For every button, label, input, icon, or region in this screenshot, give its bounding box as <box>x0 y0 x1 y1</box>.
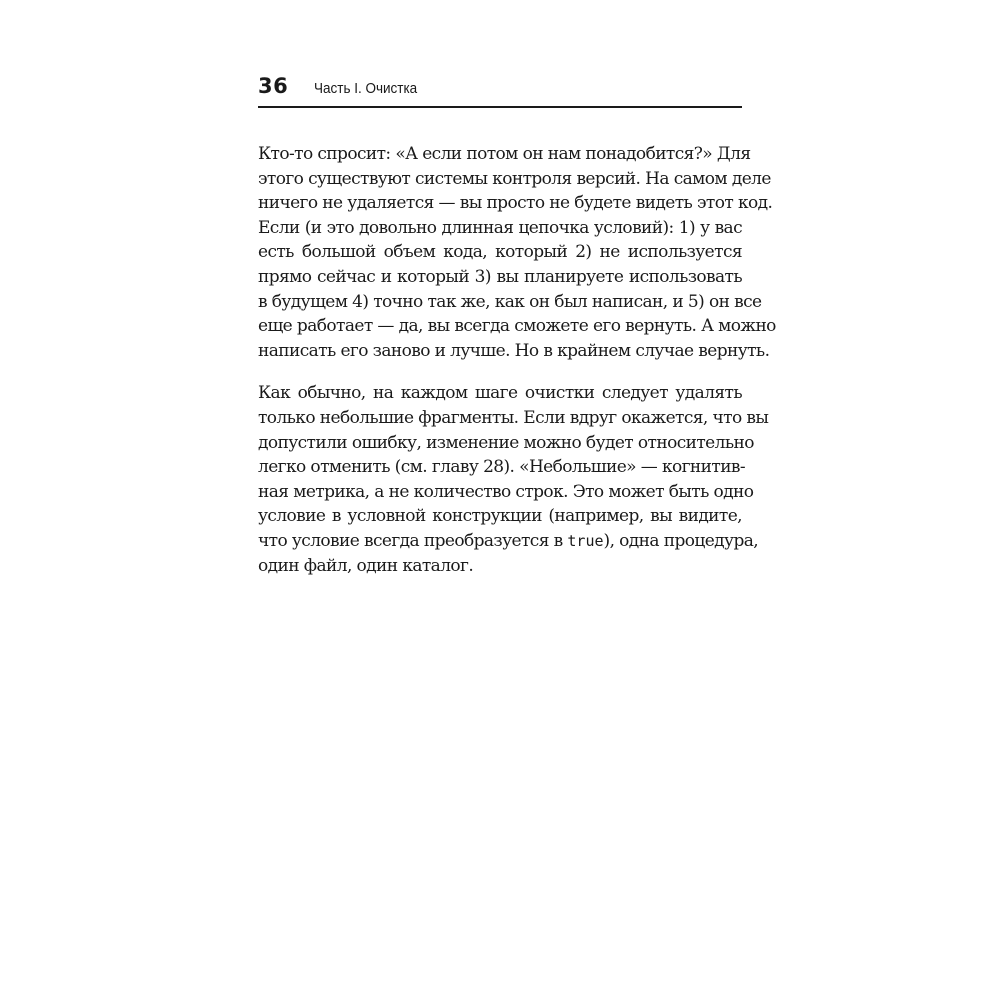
body-text <box>258 142 776 578</box>
text-line: в будущем 4) точно так же, как он был написан, и 5) он все <box>258 291 762 312</box>
text-line: прямо сейчас и который 3) вы планируете использовать <box>258 266 742 287</box>
text-line: только небольшие фрагменты. Если вдруг окажется, что вы <box>258 407 769 428</box>
running-title: Часть I. Очистка <box>314 80 418 97</box>
inline-code: true <box>567 531 604 550</box>
text-line: ничего не удаляется — вы просто не будете видеть этот код. <box>258 193 773 214</box>
page-number: 36 <box>258 74 289 98</box>
text-line: есть большой объем кода, который 2) не используется <box>258 242 742 263</box>
text-line: легко отменить (см. главу 28). «Небольшие» — когнитив- <box>258 457 746 478</box>
text-segment: что условие всегда преобразуется в <box>258 530 568 551</box>
text-line: ная метрика, а не количество строк. Это может быть одно <box>258 481 754 502</box>
text-segment: ), одна процедура, <box>603 530 759 551</box>
text-line: еще работает — да, вы всегда сможете его вернуть. А можно <box>258 316 776 337</box>
text-line: условие в условной конструкции (например, вы видите, <box>258 506 742 527</box>
paragraph-2 <box>258 381 769 578</box>
text-line: Кто-то спросит: «А если потом он нам понадобится?» Для <box>258 144 751 164</box>
text-line: допустили ошибку, изменение можно будет относительно <box>258 432 754 453</box>
text-line: Если (и это довольно длинная цепочка условий): 1) у вас <box>258 217 742 238</box>
text-line: написать его заново и лучше. Но в крайнем случае вернуть. <box>258 340 770 361</box>
paragraph-1 <box>258 142 776 363</box>
text-line: Как обычно, на каждом шаге очистки следует удалять <box>258 383 742 404</box>
text-line: этого существуют системы контроля версий. На самом деле <box>258 168 771 189</box>
page-header <box>258 74 742 108</box>
book-page <box>258 74 776 578</box>
text-line: один файл, один каталог. <box>258 555 474 576</box>
text-line-with-code <box>258 529 759 554</box>
